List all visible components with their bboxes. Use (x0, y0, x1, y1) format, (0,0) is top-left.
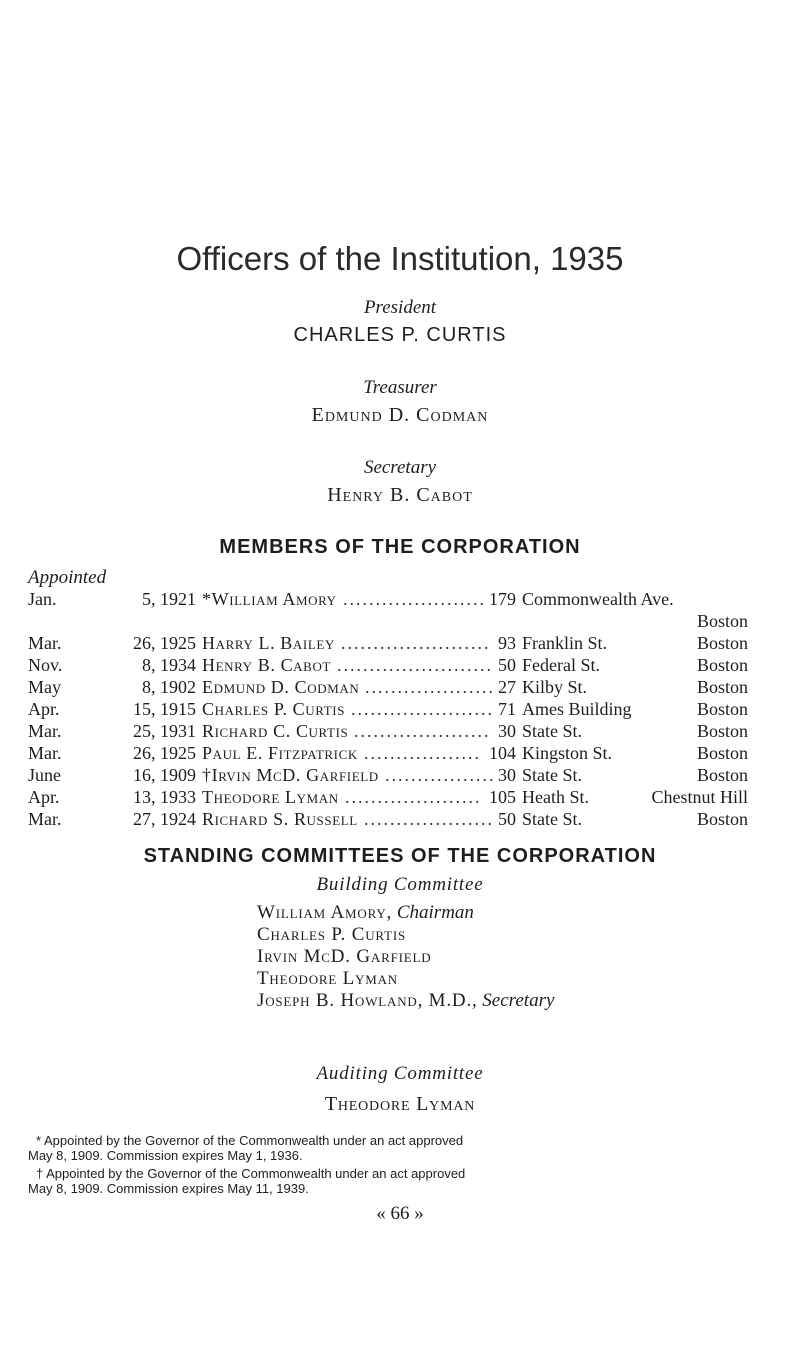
member-street-number: 71 (498, 699, 516, 719)
leader-dots: ................. (385, 765, 496, 785)
member-row (28, 743, 748, 765)
committee-member: Charles P. Curtis (257, 924, 406, 945)
leader-dots: ..................... (354, 721, 491, 741)
secretary-member-name: Joseph B. Howland, M.D., (257, 990, 478, 1011)
secretary-member-role: Secretary (482, 990, 555, 1011)
member-appointed-date: 25, 1931 (133, 721, 196, 741)
member-appointed-month: Apr. (28, 699, 60, 719)
member-appointed-month: Mar. (28, 721, 62, 741)
leader-dots: .................. (364, 743, 481, 763)
footnote-2-line-2: May 8, 1909. Commission expires May 11, 1939. (28, 1181, 309, 1196)
page-number: « 66 » (376, 1203, 424, 1224)
footnote-2-line-1: † Appointed by the Governor of the Commonwealth under an act approved (36, 1166, 466, 1181)
member-street: State St. (522, 721, 583, 741)
member-appointed-date: 8, 1934 (142, 655, 196, 675)
appointed-label: Appointed (28, 567, 107, 588)
member-row (28, 655, 748, 677)
member-street: State St. (522, 809, 583, 829)
member-row (28, 721, 748, 743)
member-street: Heath St. (522, 787, 589, 807)
member-name: Harry L. Bailey (202, 633, 335, 653)
member-city: Boston (696, 633, 748, 653)
president-label: President (363, 297, 437, 318)
member-street: Ames Building (522, 699, 632, 719)
member-city: Chestnut Hill (651, 787, 748, 807)
leader-dots: .................... (365, 677, 495, 697)
footnote-1-line-2: May 8, 1909. Commission expires May 1, 1936. (28, 1148, 303, 1163)
chair-name: William Amory, (257, 902, 393, 923)
member-name: Charles P. Curtis (202, 699, 346, 719)
member-appointed-month: May (28, 677, 61, 697)
leader-dots: ........................ (337, 655, 493, 675)
member-street-number: 27 (498, 677, 516, 697)
member-name: Theodore Lyman (202, 787, 339, 807)
member-name: Paul E. Fitzpatrick (202, 743, 358, 763)
member-row (28, 765, 748, 787)
president-name: CHARLES P. CURTIS (293, 324, 507, 346)
member-street-number: 30 (498, 721, 516, 741)
member-appointed-date: 16, 1909 (133, 765, 196, 785)
member-appointed-month: Mar. (28, 809, 62, 829)
member-row (28, 677, 748, 699)
auditing-committee-title: Auditing Committee (316, 1063, 484, 1084)
auditing-committee-member: Theodore Lyman (324, 1093, 476, 1115)
member-street-number: 50 (498, 809, 516, 829)
member-appointed-date: 8, 1902 (142, 677, 196, 697)
treasurer-name: Edmund D. Codman (311, 404, 489, 426)
member-city: Boston (696, 611, 748, 631)
secretary-name: Henry B. Cabot (327, 484, 473, 506)
committee-member: Irvin McD. Garfield (257, 946, 432, 967)
member-street: Kilby St. (522, 677, 588, 697)
member-appointed-date: 13, 1933 (133, 787, 196, 807)
member-name: †Irvin McD. Garfield (202, 765, 379, 785)
member-street-number: 179 (489, 589, 516, 609)
leader-dots: ...................... (351, 699, 494, 719)
secretary-label: Secretary (363, 457, 437, 478)
member-row (28, 787, 748, 809)
member-appointed-month: Jan. (28, 589, 57, 609)
member-city: Boston (696, 699, 748, 719)
member-city: Boston (696, 765, 748, 785)
member-street: Federal St. (522, 655, 600, 675)
building-committee-members (257, 902, 554, 1012)
member-street-number: 30 (498, 765, 516, 785)
member-city: Boston (696, 655, 748, 675)
leader-dots: ....................... (341, 633, 491, 653)
footnote-1 (28, 1133, 768, 1163)
member-appointed-date: 15, 1915 (133, 699, 196, 719)
leader-dots: ..................... (345, 787, 482, 807)
member-appointed-month: Mar. (28, 743, 62, 763)
member-name: *William Amory (202, 589, 337, 609)
footnote-2 (28, 1166, 768, 1196)
member-name: Henry B. Cabot (202, 655, 331, 675)
committee-secretary (257, 990, 554, 1012)
member-row (28, 589, 748, 611)
member-street-number: 105 (489, 787, 516, 807)
member-street: Kingston St. (522, 743, 613, 763)
member-appointed-date: 27, 1924 (133, 809, 196, 829)
committee-chair (257, 902, 554, 924)
page-title: Officers of the Institution, 1935 (176, 240, 624, 277)
member-appointed-date: 26, 1925 (133, 633, 196, 653)
member-street-number: 104 (489, 743, 516, 763)
member-name: Richard S. Russell (202, 809, 358, 829)
footnote-1-line-1: * Appointed by the Governor of the Commonwealth under an act approved (36, 1133, 464, 1148)
treasurer-label: Treasurer (363, 377, 437, 398)
member-name: Edmund D. Codman (202, 677, 360, 697)
members-heading: MEMBERS OF THE CORPORATION (219, 536, 581, 558)
member-street: Franklin St. (522, 633, 608, 653)
member-appointed-date: 26, 1925 (133, 743, 196, 763)
building-committee-title: Building Committee (316, 874, 484, 895)
member-name: Richard C. Curtis (202, 721, 349, 741)
member-appointed-month: Apr. (28, 787, 60, 807)
member-city: Boston (696, 721, 748, 741)
member-appointed-month: June (28, 765, 61, 785)
member-row (28, 699, 748, 721)
leader-dots: .................... (364, 809, 494, 829)
member-appointed-date: 5, 1921 (142, 589, 196, 609)
member-street: State St. (522, 765, 583, 785)
member-appointed-month: Nov. (28, 655, 63, 675)
member-street-number: 93 (498, 633, 516, 653)
member-appointed-month: Mar. (28, 633, 62, 653)
member-city: Boston (696, 743, 748, 763)
member-city: Boston (696, 809, 748, 829)
member-row (28, 633, 748, 655)
leader-dots: ...................... (343, 589, 486, 609)
member-street-number: 50 (498, 655, 516, 675)
member-street: Commonwealth Ave. (522, 589, 674, 609)
member-row (28, 809, 748, 831)
member-city: Boston (696, 677, 748, 697)
committee-member: Theodore Lyman (257, 968, 398, 989)
committees-heading: STANDING COMMITTEES OF THE CORPORATION (143, 845, 657, 867)
chair-role: Chairman (396, 902, 474, 923)
